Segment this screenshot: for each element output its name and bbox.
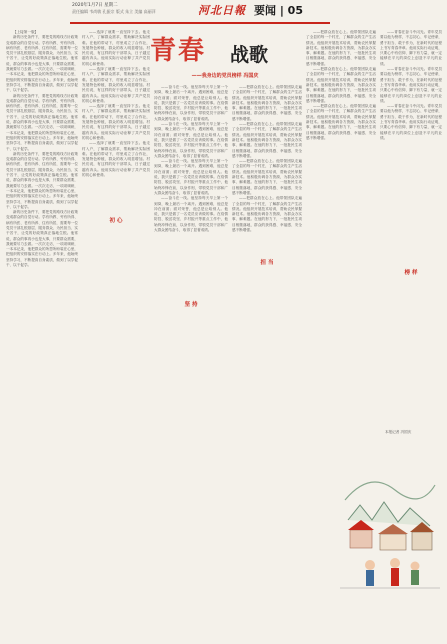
newspaper-logo: 河北日報 <box>198 4 246 17</box>
column-2-text-3: ——选择了就要一直坚持下去。他走村入户，了解群众需求，帮助解决实际困难。在他的带动下，村里成立了合作社，发展特色种植，群众的收入明显增加。村民们说，有这样的好干部带头，日子越过越有奔头。他用实际行动诠释了共产党员的初心和使命。 <box>82 104 150 140</box>
column-4 <box>232 85 302 630</box>
column-2-text-4: ——选择了就要一直坚持下去。他走村入户，了解群众需求，帮助解决实际困难。在他的带动下，村里成立了合作社，发展特色种植，群众的收入明显增加。村民们说，有这样的好干部带头，日子越过越有奔头。他用实际行动诠释了共产党员的初心和使命。 <box>82 141 150 178</box>
article-illustration <box>340 460 440 595</box>
column-1-text-4: 新的历史条件下，要把党的路线方针政策变成群众的自觉行动。学有所教、劳有所得、病有所医、老有所养、住有所居，需要每一位党员干部扎根基层、服务群众、为民担当、实干苦干，让党的好政策真正落地生根。他常说，群众的事再小也是大事，只要群众需要，我就要尽力去做。一次次走访，一项项调研，一本本记录，他把群众的所思所盼装在心里，把组织的安排落实在行动上。多年来，他始终坚持学习，不断提高自身素质，做到了以学促干、以干促学。 <box>6 210 78 268</box>
column-1-head: 【上接第一版】 <box>13 30 39 34</box>
column-6 <box>380 30 442 450</box>
headline-subtitle: ——我身边的党员榜样 冯国庆 <box>191 73 259 79</box>
section-head-bangyang: 榜 样 <box>404 270 418 276</box>
column-3-text-3: ——奋斗在一线。他坚持每天早上第一个到岗，晚上最后一个离开。遇到困难，他总是冲在前面；面对荣誉，他总是让给别人。他说，我只是做了一名党员应该做的事。在疫情防控、脱贫攻坚、乡村振兴等重点工作中，他始终冲锋在前，以身作则，带领党员干部和广大群众团结奋斗，取得了显著成绩。 <box>154 159 228 195</box>
headline-part1: 青春 <box>150 36 207 66</box>
column-3-text: ——奋斗在一线。他坚持每天早上第一个到岗，晚上最后一个离开。遇到困难，他总是冲在前面；面对荣誉，他总是让给别人。他说，我只是做了一名党员应该做的事。在疫情防控、脱贫攻坚、乡村振兴等重点工作中，他始终冲锋在前，以身作则，带领党员干部和广大群众团结奋斗，取得了显著成绩。 <box>154 85 228 121</box>
column-6-text: ——青春在奋斗中闪光。青年党员要以他为榜样，不忘初心、牢记使命，勇于担当、敢于作为，在新时代的征程上书写青春华章。他用实际行动证明，只要心中有信仰、脚下有力量，就一定能够在平凡的岗位上创造不平凡的业绩。 <box>380 30 442 66</box>
column-5 <box>306 30 376 450</box>
editors-line: 责任编辑 韦尚敏 孔振宗 版式 朱立 美编 高丽萍 <box>72 9 156 14</box>
illustration-drawing <box>340 460 440 595</box>
column-2-text: ——选择了就要一直坚持下去。他走村入户，了解群众需求，帮助解决实际困难。在他的带动下，村里成立了合作社，发展特色种植，群众的收入明显增加。村民们说，有这样的好干部带头，日子越过越有奔头。他用实际行动诠释了共产党员的初心和使命。 <box>82 30 150 66</box>
column-6-text-3: ——青春在奋斗中闪光。青年党员要以他为榜样，不忘初心、牢记使命，勇于担当、敢于作为，在新时代的征程上书写青春华章。他用实际行动证明，只要心中有信仰、脚下有力量，就一定能够在平凡的岗位上创造不平凡的业绩。 <box>380 104 442 140</box>
column-3-text-4: ——奋斗在一线。他坚持每天早上第一个到岗，晚上最后一个离开。遇到困难，他总是冲在前面；面对荣誉，他总是让给别人。他说，我只是做了一名党员应该做的事。在疫情防控、脱贫攻坚、乡村振兴等重点工作中，他始终冲锋在前，以身作则，带领党员干部和广大群众团结奋斗，取得了显著成绩。 <box>154 196 228 233</box>
section-head-dandang: 担 当 <box>260 260 274 266</box>
column-1-text-2: 新的历史条件下，要把党的路线方针政策变成群众的自觉行动。学有所教、劳有所得、病有所医、老有所养、住有所居，需要每一位党员干部扎根基层、服务群众、为民担当、实干苦干，让党的好政策真正落地生根。他常说，群众的事再小也是大事，只要群众需要，我就要尽力去做。一次次走访，一项项调研，一本本记录，他把群众的所思所盼装在心里，把组织的安排落实在行动上。多年来，他始终坚持学习，不断提高自身素质，做到了以学促干、以干促学。 <box>6 93 78 151</box>
issue-date: 2020年1月7日 星期二 <box>72 3 118 8</box>
column-4-text-3: ——把群众放在心上。他带领团队走遍了全县的每一个村庄，了解群众的生产生活情况。他组织开展技术培训，帮助农民掌握新技术。他积极协调各方资源，为群众办实事、解难题。在他的努力下，一批批民生项目相继落地，群众的获得感、幸福感、安全感不断增强。 <box>232 159 302 195</box>
column-2 <box>82 30 150 630</box>
headline <box>150 30 310 70</box>
column-1-text-3: 新的历史条件下，要把党的路线方针政策变成群众的自觉行动。学有所教、劳有所得、病有所医、老有所养、住有所居，需要每一位党员干部扎根基层、服务群众、为民担当、实干苦干，让党的好政策真正落地生根。他常说，群众的事再小也是大事，只要群众需要，我就要尽力去做。一次次走访，一项项调研，一本本记录，他把群众的所思所盼装在心里，把组织的安排落实在行动上。多年来，他始终坚持学习，不断提高自身素质，做到了以学促干、以干促学。 <box>6 151 78 209</box>
column-6-text-2: ——青春在奋斗中闪光。青年党员要以他为榜样，不忘初心、牢记使命，勇于担当、敢于作为，在新时代的征程上书写青春华章。他用实际行动证明，只要心中有信仰、脚下有力量，就一定能够在平凡的岗位上创造不平凡的业绩。 <box>380 67 442 103</box>
column-4-text-2: ——把群众放在心上。他带领团队走遍了全县的每一个村庄，了解群众的生产生活情况。他组织开展技术培训，帮助农民掌握新技术。他积极协调各方资源，为群众办实事、解难题。在他的努力下，一批批民生项目相继落地，群众的获得感、幸福感、安全感不断增强。 <box>232 122 302 158</box>
section-label: 要闻 | 05 <box>254 4 303 17</box>
column-5-text: ——把群众放在心上。他带领团队走遍了全县的每一个村庄，了解群众的生产生活情况。他组织开展技术培训，帮助农民掌握新技术。他积极协调各方资源，为群众办实事、解难题。在他的努力下，一批批民生项目相继落地，群众的获得感、幸福感、安全感不断增强。 <box>306 30 376 66</box>
byline: 本报记者 冯国庆 <box>385 430 412 434</box>
column-4-text: ——把群众放在心上。他带领团队走遍了全县的每一个村庄，了解群众的生产生活情况。他组织开展技术培训，帮助农民掌握新技术。他积极协调各方资源，为群众办实事、解难题。在他的努力下，一批批民生项目相继落地，群众的获得感、幸福感、安全感不断增强。 <box>232 85 302 121</box>
header-rule <box>70 22 330 24</box>
page-header <box>0 0 447 28</box>
column-3 <box>154 85 228 630</box>
headline-part2: 战歌 <box>230 44 269 66</box>
section-head-chuxin: 初 心 <box>109 218 123 224</box>
column-5-text-3: ——把群众放在心上。他带领团队走遍了全县的每一个村庄，了解群众的生产生活情况。他组织开展技术培训，帮助农民掌握新技术。他积极协调各方资源，为群众办实事、解难题。在他的努力下，一批批民生项目相继落地，群众的获得感、幸福感、安全感不断增强。 <box>306 104 376 140</box>
column-4-text-4: ——把群众放在心上。他带领团队走遍了全县的每一个村庄，了解群众的生产生活情况。他组织开展技术培训，帮助农民掌握新技术。他积极协调各方资源，为群众办实事、解难题。在他的努力下，一批批民生项目相继落地，群众的获得感、幸福感、安全感不断增强。 <box>232 196 302 233</box>
column-1-text: 新的历史条件下，要把党的路线方针政策变成群众的自觉行动。学有所教、劳有所得、病有所医、老有所养、住有所居，需要每一位党员干部扎根基层、服务群众、为民担当、实干苦干，让党的好政策真正落地生根。他常说，群众的事再小也是大事，只要群众需要，我就要尽力去做。一次次走访，一项项调研，一本本记录，他把群众的所思所盼装在心里，把组织的安排落实在行动上。多年来，他始终坚持学习，不断提高自身素质，做到了以学促干、以干促学。 <box>6 35 78 93</box>
column-5-text-2: ——把群众放在心上。他带领团队走遍了全县的每一个村庄，了解群众的生产生活情况。他组织开展技术培训，帮助农民掌握新技术。他积极协调各方资源，为群众办实事、解难题。在他的努力下，一批批民生项目相继落地，群众的获得感、幸福感、安全感不断增强。 <box>306 67 376 103</box>
column-1 <box>6 30 78 630</box>
column-3-text-2: ——奋斗在一线。他坚持每天早上第一个到岗，晚上最后一个离开。遇到困难，他总是冲在前面；面对荣誉，他总是让给别人。他说，我只是做了一名党员应该做的事。在疫情防控、脱贫攻坚、乡村振兴等重点工作中，他始终冲锋在前，以身作则，带领党员干部和广大群众团结奋斗，取得了显著成绩。 <box>154 122 228 158</box>
section-head-jianchi: 坚 持 <box>184 302 198 308</box>
column-2-text-2: ——选择了就要一直坚持下去。他走村入户，了解群众需求，帮助解决实际困难。在他的带动下，村里成立了合作社，发展特色种植，群众的收入明显增加。村民们说，有这样的好干部带头，日子越过越有奔头。他用实际行动诠释了共产党员的初心和使命。 <box>82 67 150 103</box>
